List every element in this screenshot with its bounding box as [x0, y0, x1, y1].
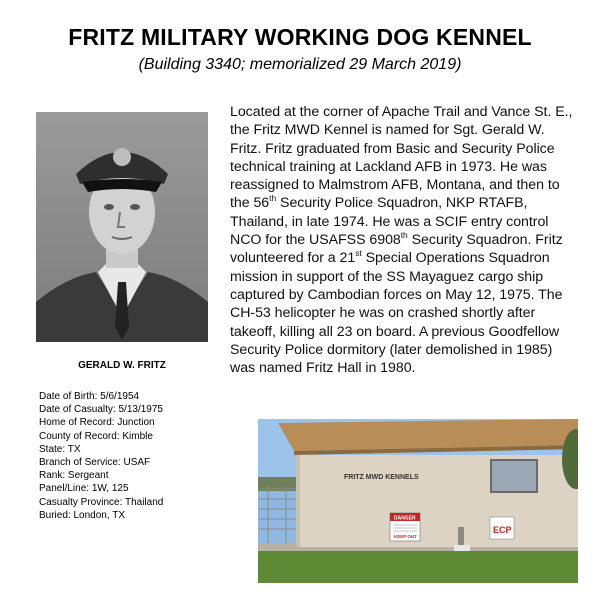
keep-out-text: KEEP OUT [394, 534, 417, 539]
body-text-4: Special Operations Squadron mission in support of the SS Mayaguez cargo ship captured by Cambodian forces on May 12, 1975. The CH-53 helicopter he was on crashed shortly after takeoff, killing all 23 on board. A previous Goodfellow Security Police dormitory (later demolished in 1985) was named Fritz Hall in 1980. [230, 250, 563, 377]
kennel-building-photo [258, 419, 578, 583]
body-sup-1: th [269, 193, 277, 204]
fact-panel-line: Panel/Line: 1W, 125 [39, 483, 129, 495]
fact-birth-date: Date of Birth: 5/6/1954 [39, 391, 140, 402]
fact-buried: Buried: London, TX [39, 509, 125, 521]
facts-list [39, 390, 229, 522]
body-paragraph [230, 103, 578, 377]
body-text-3: Security Squadron. Fritz volunteered for a 21 [230, 232, 563, 267]
fact-rank: Rank: Sergeant [39, 470, 109, 482]
portrait-photo [36, 112, 208, 342]
fact-state: State: TX [39, 443, 81, 455]
body-sup-3: st [355, 248, 362, 259]
body-sup-2: th [400, 230, 408, 241]
body-text-2: Security Police Squadron, NKP RTAFB, Thailand, in late 1974. He was a SCIF entry control NCO for the USAFSS 6908 [230, 195, 549, 249]
fact-county-of-record: County of Record: Kimble [39, 430, 153, 442]
page-title: FRITZ MILITARY WORKING DOG KENNEL [68, 24, 532, 50]
page-subtitle: (Building 3340; memorialized 29 March 2019) [138, 56, 462, 73]
ecp-sign-text: ECP [493, 525, 512, 535]
body-text-1: Located at the corner of Apache Trail and Vance St. E., the Fritz MWD Kennel is named for Sgt. Gerald W. Fritz. Fritz graduated from Basic and Security Police technical training at Lackland AFB in 1973. He was reassigned to Malmstrom AFB, Montana, and then to the 56 [230, 104, 573, 212]
kennel-building-photo-icon [258, 419, 578, 583]
fact-casualty-province: Casualty Province: Thailand [39, 496, 164, 508]
fact-home-of-record: Home of Record: Junction [39, 417, 155, 429]
person-name: GERALD W. FRITZ [78, 360, 166, 371]
fact-casualty-date: Date of Casualty: 5/13/1975 [39, 404, 163, 416]
fact-branch: Branch of Service: USAF [39, 457, 151, 469]
portrait-photo-icon [36, 112, 208, 342]
building-sign-text: FRITZ MWD KENNELS [344, 474, 419, 481]
danger-sign-text: DANGER [394, 515, 416, 522]
